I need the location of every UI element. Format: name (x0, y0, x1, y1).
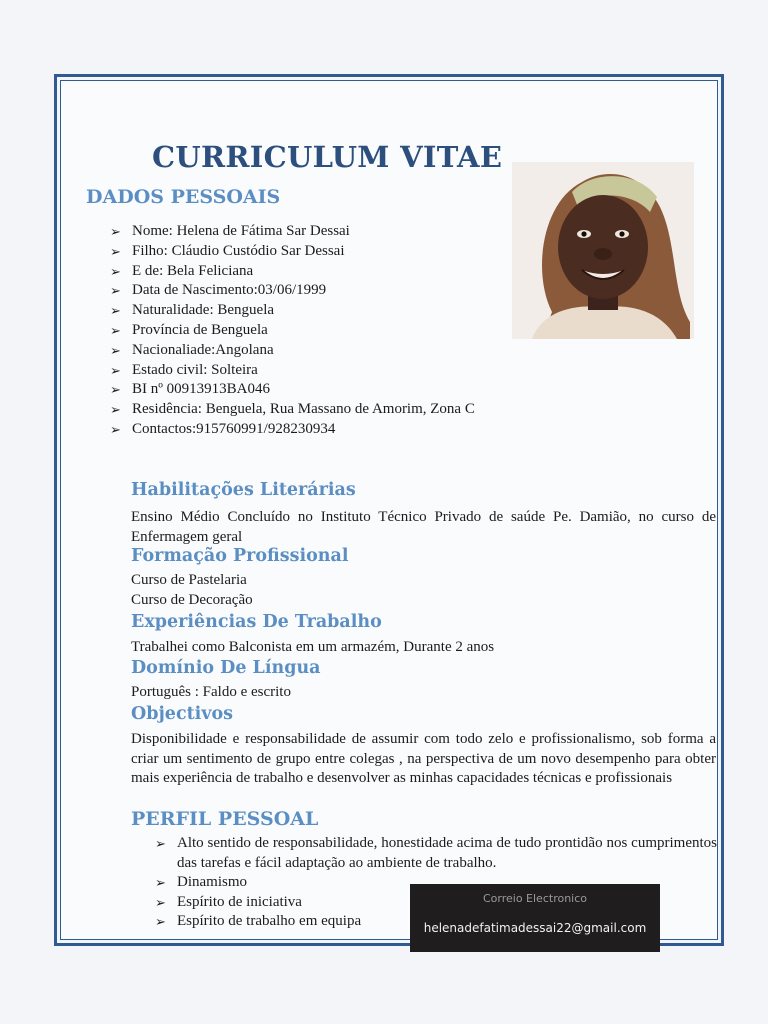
perfil-item-iniciativa: Espírito de iniciativa (177, 893, 302, 910)
personal-naturalidade: Naturalidade: Benguela (132, 302, 275, 319)
list-item (110, 281, 475, 301)
arrow-bullet-icon: ➢ (110, 382, 121, 398)
list-item (110, 420, 475, 440)
email-label: Correio Electronico (482, 892, 588, 905)
list-item (110, 301, 475, 321)
list-item (110, 242, 475, 262)
dominio-text: Português : Faldo e escrito (131, 684, 291, 700)
personal-birthdate: Data de Nascimento:03/06/1999 (132, 282, 327, 299)
perfil-item-equipa: Espírito de trabalho em equipa (177, 913, 362, 929)
arrow-bullet-icon: ➢ (110, 303, 121, 319)
list-item (110, 321, 475, 341)
email-box (410, 884, 660, 952)
list-item (110, 400, 475, 420)
personal-mother: E de: Bela Feliciana (132, 262, 254, 279)
objectivos-heading: Objectivos (131, 704, 234, 724)
arrow-bullet-icon: ➢ (155, 875, 166, 890)
perfil-pessoal-heading: PERFIL PESSOAL (131, 808, 319, 830)
personal-id: BI nº 00913913BA046 (132, 381, 270, 398)
personal-civil-status: Estado civil: Solteira (132, 361, 258, 378)
arrow-bullet-icon: ➢ (110, 263, 121, 279)
portrait-photo (512, 162, 694, 339)
dominio-heading: Domínio De Língua (131, 658, 321, 678)
arrow-bullet-icon: ➢ (155, 836, 166, 851)
formacao-item-decoracao: Curso de Decoração (131, 592, 253, 608)
perfil-item-responsabilidade: Alto sentido de responsabilidade, honestidade acima de tudo prontidão nos cumprimentos das tarefas e fácil adaptação ao ambiente de trabalho. (177, 835, 717, 871)
personal-father: Filho: Cláudio Custódio Sar Dessai (132, 242, 345, 259)
list-item (110, 222, 475, 242)
personal-data-list (110, 222, 475, 440)
list-item (155, 834, 717, 873)
arrow-bullet-icon: ➢ (110, 421, 121, 437)
list-item (110, 341, 475, 361)
list-item (110, 380, 475, 400)
arrow-bullet-icon: ➢ (155, 894, 166, 910)
arrow-bullet-icon: ➢ (110, 243, 121, 259)
personal-residence: Residência: Benguela, Rua Massano de Amorim, Zona C (132, 401, 475, 418)
personal-contacts: Contactos:915760991/928230934 (132, 420, 336, 437)
experiencias-heading: Experiências De Trabalho (131, 612, 382, 632)
cv-title: CURRICULUM VITAE (152, 140, 503, 174)
list-item (110, 361, 475, 381)
dados-pessoais-heading: DADOS PESSOAIS (86, 186, 281, 208)
arrow-bullet-icon: ➢ (110, 362, 121, 378)
personal-name: Nome: Helena de Fátima Sar Dessai (132, 223, 350, 239)
formacao-heading: Formação Profissional (131, 546, 349, 566)
experiencias-text: Trabalhei como Balconista em um armazém, Durante 2 anos (131, 639, 495, 655)
formacao-item-pastelaria: Curso de Pastelaria (131, 572, 247, 588)
arrow-bullet-icon: ➢ (110, 224, 121, 239)
personal-province: Província de Benguela (132, 321, 268, 338)
arrow-bullet-icon: ➢ (110, 283, 121, 299)
arrow-bullet-icon: ➢ (155, 914, 166, 929)
personal-nationality: Nacionaliade:Angolana (132, 341, 274, 358)
objectivos-text: Disponibilidade e responsabilidade de assumir com todo zelo e profissionalismo, sob forma a criar um sentimento de grupo entre colegas , na perspectiva de um novo desempenho para obter mais experiência de trabalho e desenvolver as minhas capacidades técnicas e profissionais (131, 731, 716, 787)
arrow-bullet-icon: ➢ (110, 342, 121, 358)
perfil-item-dinamismo: Dinamismo (177, 874, 247, 890)
list-item (110, 262, 475, 282)
portrait-graphic (512, 162, 694, 339)
email-address[interactable]: helenadefatimadessai22@gmail.com (423, 921, 647, 935)
habilitacoes-heading: Habilitações Literárias (131, 480, 356, 500)
habilitacoes-text: Ensino Médio Concluído no Instituto Técnico Privado de saúde Pe. Damião, no curso de Enfermagem geral (131, 509, 716, 545)
arrow-bullet-icon: ➢ (110, 322, 121, 338)
arrow-bullet-icon: ➢ (110, 402, 121, 418)
